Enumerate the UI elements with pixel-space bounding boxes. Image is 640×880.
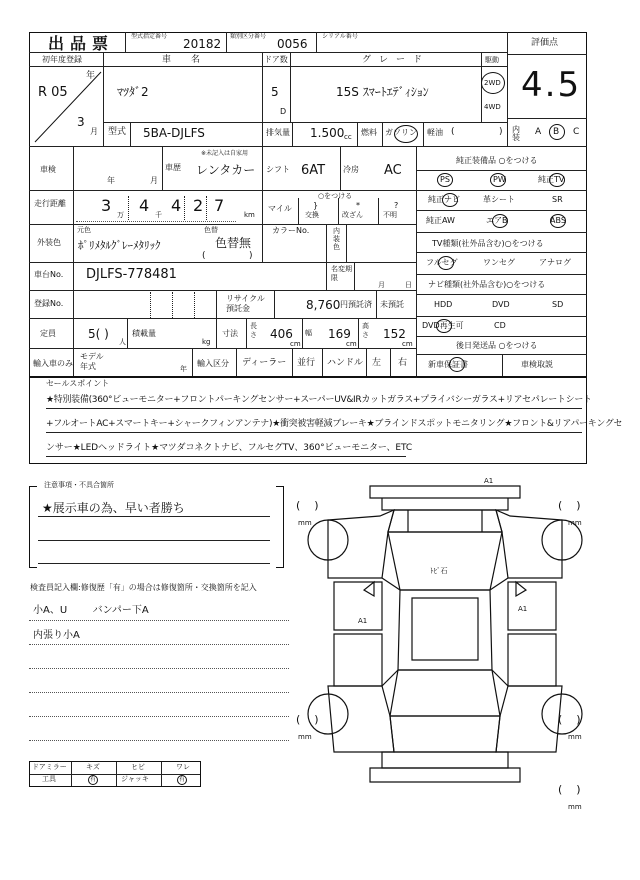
equip-tv: 純正TV [538,175,565,184]
year-unit: 年 [86,71,96,81]
doors-value: 5 [271,85,279,99]
shift-value: 6AT [301,163,326,178]
handle-left: 左 [372,358,382,368]
load-label: 積載量 [132,329,156,338]
equip-sr: SR [552,195,563,204]
len-cm: cm [290,340,301,348]
len-label: 長さ [250,322,257,339]
kg-unit: kg [202,338,211,346]
mm-bracket-2: ( ) [558,499,581,512]
odo-mark-mod: * [356,201,360,210]
inspector-line-2: 内張り小A [33,630,80,641]
after-row [416,354,587,376]
nav-hdd: HDD [434,300,453,309]
hei-label: 高さ [362,322,369,339]
inspector-label: 検査員記入欄:修復歴「有」の場合は修復箇所・交換箇所を記入 [30,583,257,592]
equip-pw: PW [493,175,506,184]
recycle-unit: 円預託済 [340,300,372,309]
tv-row [416,252,587,274]
interior-label: 内装 [512,125,520,142]
sales-line-1: ★特別装備(360°ビューモニター+フロントパーキングセンサー+スーパーUV&IRカットガラス+プライバシーガラス+リアセパレートシート [46,395,592,405]
equip-leather: 革シート [483,195,515,204]
height-value: 152 [383,327,406,341]
mileage-d2: 4 [139,196,150,215]
footer-crack: ヒビ [131,763,145,771]
equip-row2 [416,190,587,210]
tv-analog: アナログ [539,258,571,267]
drive-label: 駆動 [485,56,499,64]
mileage-label: 走行距離 [34,199,66,208]
inspector-line-1: 小A、U バンパー下A [33,605,149,616]
length-value: 406 [270,327,293,341]
odo-swap: 交換 [305,211,319,219]
drive-4wd: 4WD [484,103,501,111]
sales-line-2: +フルオートAC+スマートキー+シャークフィンアンテナ)★衝突被害軽減ブレーキ★ブラインドスポットモニタリング★フロント&リアパーキングセ [46,419,623,429]
mileage-d5: 7 [214,196,225,215]
capacity-value: 5( ) [88,327,109,341]
footer-mirror: ドアミラー [32,763,67,771]
odo-mark-unknown: ? [394,201,399,210]
usage-note: ※未記入は自家用 [201,150,249,157]
color-name: ﾎﾟﾘﾒﾀﾙｸﾞﾚｰﾒﾀﾘｯｸ [78,239,161,252]
mile-label: マイル [268,204,292,213]
interior-grade-c: C [573,127,580,137]
model-year-unit: 年 [180,365,187,373]
mileage-sen: 千 [155,211,162,219]
recycle-not: 未預託 [380,300,404,309]
after-manual: 車検取説 [521,360,553,369]
reg-label: 登録No. [34,299,64,308]
class-code-value: 0056 [277,37,308,51]
handle-label: ハンドル [327,358,364,368]
import-label: 輸入車のみ [33,359,73,368]
color-paren-close: ) [249,251,253,261]
class-code-label: 類別区分番号 [230,33,267,40]
footer-tools-has: 有 [90,776,97,783]
model-code-label: 型式指定番号 [131,33,168,40]
displacement-value: 1.500 [310,126,345,140]
rename-month: 月 [378,281,385,289]
car-name-value: ﾏﾂﾀﾞ2 [117,85,149,99]
import-div-label: 輸入区分 [197,359,229,368]
notes-bracket-left [29,486,37,568]
rating-value: 4.5 [521,65,582,105]
fuel-gas: ガソリン [385,128,417,137]
ac-label: 冷房 [343,165,359,174]
notes-text: ★展示車の為、早い者勝ち [42,501,185,515]
odo-mark-swap: } [313,201,319,210]
equip-aw: 純正AW [426,216,455,225]
tv-title: TV種類(社外品含む)○をつける [432,239,544,248]
mm-bracket-5: ( ) [558,783,581,796]
sales-line-3: ンサー★LEDヘッドライト★マツダコネクトナビ、フルセグTV、360°ビューモニター、ETC [46,443,413,453]
equip-airbag: エアB [486,216,508,225]
insp-year-unit: 年 [107,176,115,185]
rating-label: 評価点 [531,38,559,48]
equip-navi: 純正ナビ [428,195,460,204]
notes-label: 注意事項・不具合箇所 [44,481,114,489]
color-no-label2: カラーNo. [272,226,310,235]
paint-changed: 色替無 [215,236,252,250]
insp-month-unit: 月 [150,176,158,185]
footer-jack-has: 有 [179,776,186,783]
nav-row2 [416,316,587,336]
color-no-label: 色替 [204,226,218,234]
first-reg-month: 3 [77,115,85,129]
wid-cm: cm [346,340,357,348]
km-unit: km [244,211,255,219]
inspection-label: 車検 [40,165,56,174]
form-title: 出品票 [48,34,115,53]
mm-unit-4: mm [568,733,582,741]
recycle-amount: 8,760 [306,298,341,312]
damage-a1-top: A1 [484,477,494,485]
model-code-value: 20182 [183,37,222,51]
footer-jack: ジャッキ [121,775,149,783]
mm-unit-1: mm [298,519,312,527]
damage-a1-left: A1 [358,617,368,625]
footer-table [29,761,201,787]
drive-2wd: 2WD [484,79,501,87]
after-warranty: 新車保証書 [428,360,468,369]
mm-bracket-4: ( ) [558,713,581,726]
equip-row1 [416,170,587,190]
rename-label: 名変期限 [331,265,352,282]
handle-right: 右 [398,358,408,368]
exterior-label: 外装色 [37,238,61,247]
paren-open: ( [451,127,455,137]
interior-grade-a: A [535,127,542,137]
width-value: 169 [328,327,351,341]
mm-unit-2: mm [568,519,582,527]
grade-value: 15S ｽﾏｰﾄｴﾃﾞｨｼｮﾝ [336,85,429,99]
equip-ps: PS [440,175,450,184]
usage-label: 車歴 [165,163,181,172]
chassis-label: 車台No. [34,270,64,279]
windshield-chip: ﾄﾋﾞ石 [430,567,448,575]
color-paren: ( [202,251,206,261]
grade-label: グレード [362,55,431,65]
sales-label: セールスポイント [46,379,110,388]
month-unit: 月 [90,127,98,136]
recycle-label: リサイクル預託金 [226,294,265,313]
shift-label: シフト [266,165,290,174]
footer-broken: ワレ [176,763,190,771]
door-suffix: D [280,107,287,116]
nav-cd: CD [494,321,506,330]
nav-title: ナビ種類(社外品含む)○をつける [428,280,546,289]
mm-bracket-3: ( ) [296,713,319,726]
damage-a1-right: A1 [518,605,528,613]
notes-bracket-right [276,486,284,568]
interior-grade-b: B [553,127,560,137]
nav-sd: SD [552,300,564,309]
fuel-label: 燃料 [361,128,377,137]
wid-label: 幅 [305,329,312,337]
rename-day: 日 [405,281,412,289]
first-reg-era: R 05 [38,85,68,100]
int-color-label: 内装色 [333,227,340,251]
capacity-label: 定員 [40,329,56,338]
type-label: 型式 [108,127,127,137]
odo-unknown: 不明 [383,211,397,219]
paren-close: ) [499,127,503,137]
footer-tools: 工具 [42,775,56,783]
car-body-diagram [290,470,600,810]
car-name-label: 車名 [162,55,221,65]
fuel-diesel: 軽油 [427,128,443,137]
mileage-d1: 3 [101,196,112,215]
tv-oneseg: ワンセグ [483,258,515,267]
nav-dvd-play: DVD再生可 [422,321,464,330]
mm-unit-3: mm [298,733,312,741]
tv-fullseg: フルセグ [426,258,458,267]
nav-dvd: DVD [492,300,510,309]
displacement-label: 排気量 [266,128,290,137]
cc-unit: cc [344,133,352,141]
model-year-label: モデル年式 [80,352,104,371]
mileage-man: 万 [117,211,124,219]
equip-row3 [416,210,587,232]
doors-label: ドア数 [264,55,288,64]
parallel-option: 並行 [297,358,316,368]
circle-note: ○をつける [318,192,353,200]
chassis-value: DJLFS-778481 [86,267,177,282]
first-reg-label: 初年度登録 [42,55,82,64]
type-code-value: 5BA-DJLFS [143,126,205,140]
hei-cm: cm [402,340,413,348]
nav-row1 [416,294,587,316]
equip-title: 純正装備品 ○をつける [456,156,538,165]
mileage-d3: 4 [171,196,182,215]
equip-abs: ABS [550,216,566,225]
mm-unit-5: mm [568,803,582,811]
person-unit: 人 [119,338,126,346]
footer-scratch: キズ [86,763,100,771]
mm-bracket-1: ( ) [296,499,319,512]
mileage-d4: 2 [193,196,204,215]
serial-label: シリアル番号 [322,33,358,40]
orig-color-label: 元色 [77,226,91,234]
after-title: 後日発送品 ○をつける [456,341,538,350]
usage-value: レンタカー [196,163,256,177]
dealer-option: ディーラー [242,358,287,368]
dim-label: 寸法 [222,329,238,338]
ac-value: AC [384,163,402,178]
odo-mod: 改ざん [342,211,363,219]
